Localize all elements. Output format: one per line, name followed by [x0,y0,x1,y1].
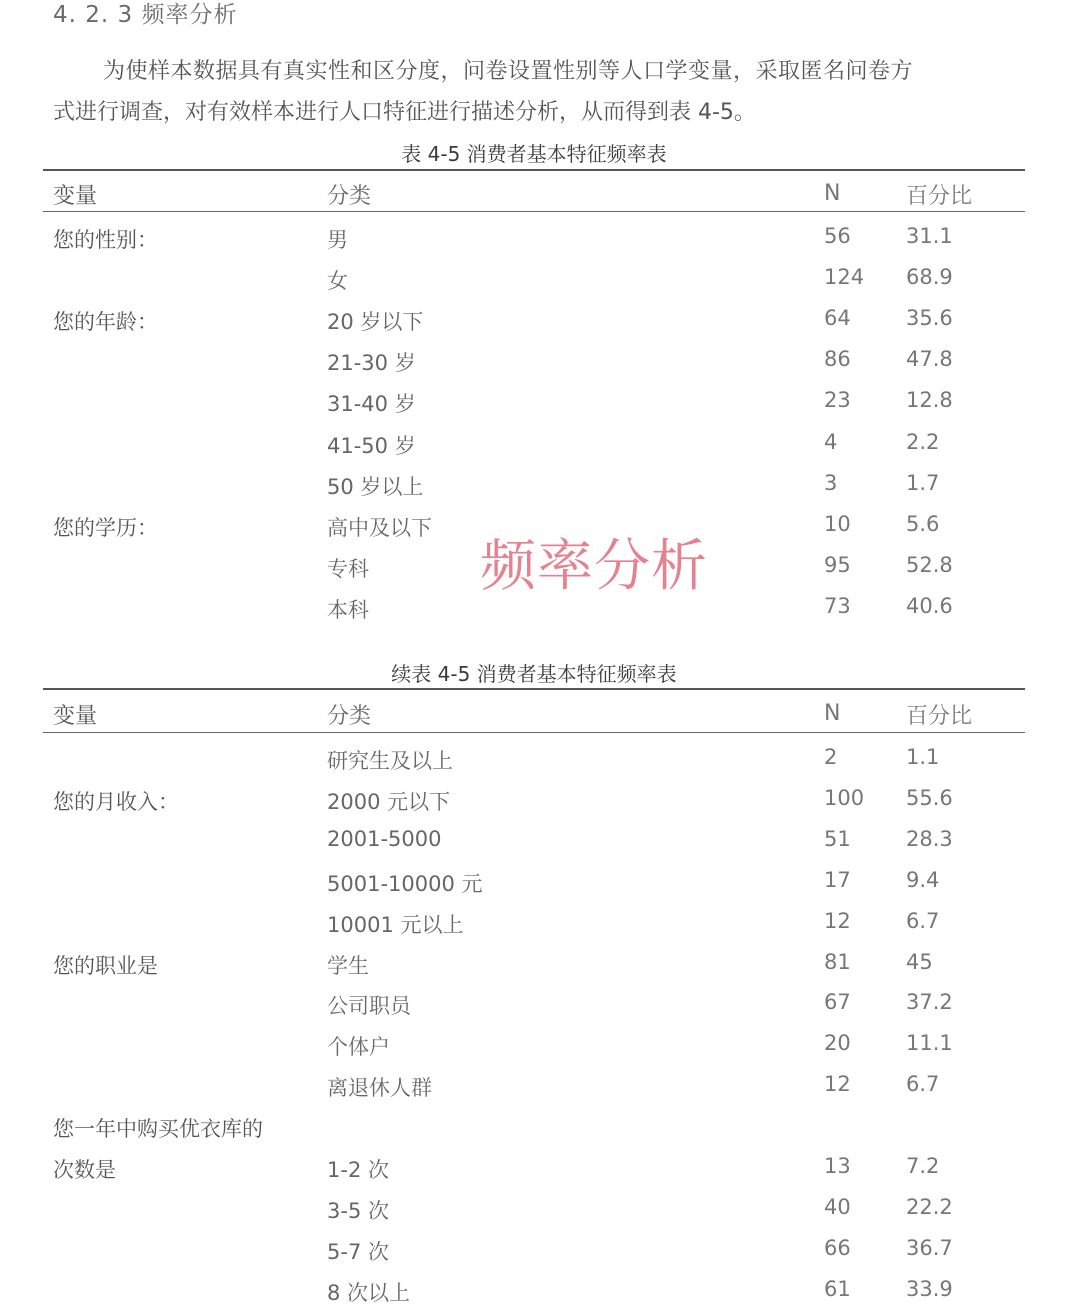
row-percent: 47.8 [906,347,953,372]
row-n: 23 [824,388,851,413]
row-percent: 31.1 [906,224,953,248]
row-n: 4 [824,429,838,454]
table-1-top-rule [43,169,1025,171]
row-category: 男 [327,228,348,252]
paragraph-line-2: 式进行调查，对有效样本进行人口特征进行描述分析，从而得到表 4-5。 [53,100,756,125]
row-variable: 您一年中购买优衣库的 [53,1117,263,1142]
row-n: 2 [824,745,838,769]
row-n: 81 [824,949,851,974]
row-n: 64 [824,306,851,331]
row-percent: 28.3 [906,826,953,851]
table-2-header-rule [43,732,1025,733]
row-n: 10 [824,511,851,536]
row-category: 2001-5000 [327,826,442,851]
row-percent: 55.6 [906,785,953,810]
row-percent: 7.2 [906,1154,940,1178]
row-category: 公司职员 [327,994,411,1019]
row-n: 67 [824,990,851,1015]
row-n: 73 [824,593,851,618]
header-category: 分类 [327,704,372,729]
paragraph-line-1: 为使样本数据具有真实性和区分度，问卷设置性别等人口学变量，采取匿名问卷方 [103,59,914,84]
row-variable: 您的职业是 [53,953,158,978]
row-n: 66 [824,1235,851,1260]
row-n: 17 [824,867,851,892]
row-n: 124 [824,265,865,290]
watermark: 频率分析 [480,534,708,599]
row-category: 女 [327,269,348,294]
row-category: 5001-10000 元 [327,871,483,896]
row-variable: 您的学历： [53,515,158,540]
row-n: 56 [824,224,851,248]
table-1-header-rule [43,211,1025,212]
row-category: 离退休人群 [327,1076,432,1101]
row-variable: 次数是 [53,1158,116,1182]
row-percent: 11.1 [906,1031,953,1056]
table-2-caption: 续表 4-5 消费者基本特征频率表 [391,662,677,686]
row-percent: 12.8 [906,388,953,413]
row-category: 10001 元以上 [327,912,464,937]
row-percent: 36.7 [906,1235,953,1260]
row-n: 61 [824,1276,851,1301]
row-percent: 5.6 [906,511,940,536]
row-n: 86 [824,347,851,372]
row-category: 学生 [327,953,369,978]
row-n: 12 [824,908,851,933]
row-percent: 33.9 [906,1276,953,1301]
row-category: 本科 [327,597,369,622]
header-percent: 百分比 [906,704,973,729]
row-category: 20 岁以下 [327,310,424,335]
header-category: 分类 [327,184,372,209]
row-percent: 9.4 [906,867,940,892]
row-percent: 52.8 [906,552,953,577]
row-n: 100 [824,785,865,810]
table-2-top-rule [43,688,1025,690]
table-1-caption: 表 4-5 消费者基本特征频率表 [401,142,667,166]
row-percent: 37.2 [906,990,953,1015]
row-category: 高中及以下 [327,515,432,540]
row-percent: 68.9 [906,265,953,290]
row-category: 研究生及以上 [327,749,453,773]
header-variable: 变量 [53,704,98,729]
row-percent: 45 [906,949,933,974]
row-n: 51 [824,826,851,851]
row-category: 专科 [327,556,369,581]
row-percent: 22.2 [906,1194,953,1219]
header-n: N [824,181,841,206]
row-percent: 6.7 [906,1072,940,1097]
row-percent: 1.1 [906,745,940,769]
row-category: 1-2 次 [327,1158,389,1182]
row-category: 31-40 岁 [327,392,416,417]
row-n: 40 [824,1194,851,1219]
row-category: 21-30 岁 [327,351,416,376]
row-variable: 您的月收入： [53,789,179,814]
row-variable: 您的年龄： [53,310,158,335]
header-percent: 百分比 [906,184,973,209]
row-category: 个体户 [327,1035,390,1060]
row-n: 12 [824,1072,851,1097]
row-percent: 40.6 [906,593,953,618]
section-heading: 4. 2. 3 频率分析 [53,2,238,28]
row-percent: 6.7 [906,908,940,933]
header-n: N [824,701,841,726]
row-category: 8 次以上 [327,1280,411,1305]
row-n: 20 [824,1031,851,1056]
row-category: 3-5 次 [327,1198,389,1223]
header-variable: 变量 [53,184,98,209]
row-category: 5-7 次 [327,1239,389,1264]
row-category: 50 岁以上 [327,474,424,499]
row-percent: 35.6 [906,306,953,331]
row-category: 2000 元以下 [327,789,451,814]
row-variable: 您的性别： [53,228,158,252]
row-category: 41-50 岁 [327,433,416,458]
row-n: 95 [824,552,851,577]
row-percent: 2.2 [906,429,940,454]
row-n: 3 [824,470,838,495]
row-percent: 1.7 [906,470,940,495]
row-n: 13 [824,1154,851,1178]
